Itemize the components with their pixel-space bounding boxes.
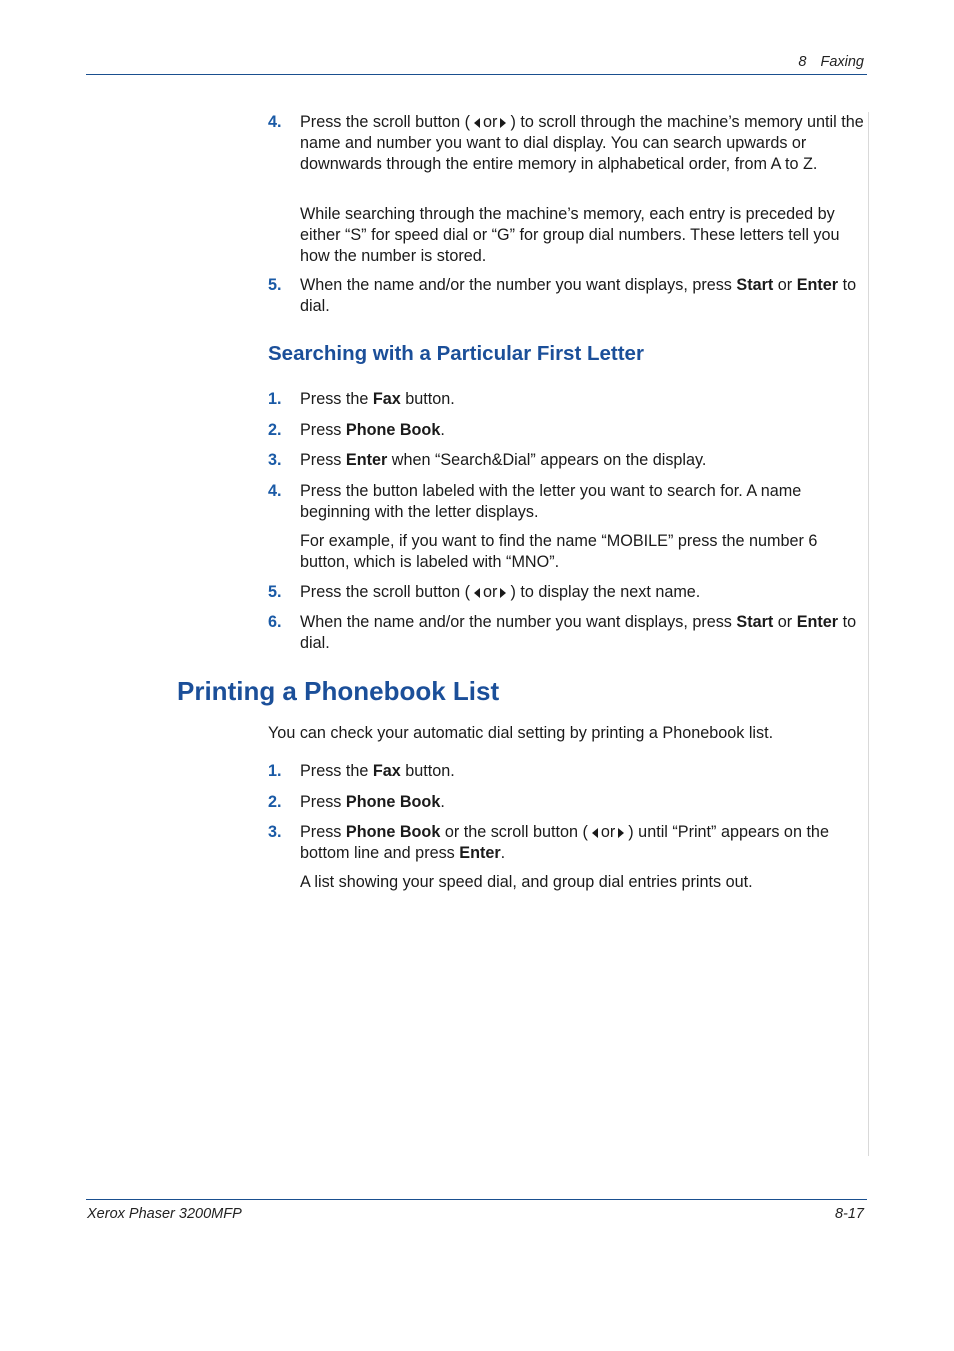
step-text: Press Enter when “Search&Dial” appears on the display. (300, 451, 707, 469)
step-number: 1. (268, 390, 282, 408)
header-rule (86, 74, 867, 75)
step-note: For example, if you want to find the name “MOBILE” press the number 6 button, which is labeled with “MNO”. (300, 532, 818, 571)
step-note: A list showing your speed dial, and group dial entries prints out. (300, 873, 753, 891)
step-number: 3. (268, 823, 282, 841)
step-item (268, 420, 868, 441)
step-item (268, 450, 868, 471)
intro-paragraph: You can check your automatic dial setting by printing a Phonebook list. (268, 724, 774, 742)
step-number: 2. (268, 421, 282, 439)
left-arrow-icon (592, 828, 598, 838)
chapter-number: 8 (798, 54, 807, 70)
step-number: 6. (268, 613, 282, 631)
footer-product: Xerox Phaser 3200MFP (87, 1206, 242, 1222)
margin-rule (868, 112, 869, 1156)
step-note: While searching through the machine’s memory, each entry is preceded by either “S” for speed dial or “G” for group dial numbers. These letters tell you how the number is stored. (300, 205, 840, 265)
step-item (268, 761, 868, 782)
step-number: 4. (268, 113, 282, 131)
footer-rule (86, 1199, 867, 1200)
right-arrow-icon (618, 828, 624, 838)
right-arrow-icon (500, 588, 506, 598)
step-number: 3. (268, 451, 282, 469)
step-text: Press Phone Book. (300, 793, 445, 811)
step-text: Press the Fax button. (300, 390, 455, 408)
step-text: When the name and/or the number you want displays, press Start or Enter to dial. (300, 276, 857, 315)
section-heading: Searching with a Particular First Letter (268, 342, 644, 365)
step-item (268, 275, 868, 317)
step-item (268, 112, 868, 175)
step-item (268, 792, 868, 813)
step-text: Press the button labeled with the letter you want to search for. A name beginning with the letter displays. (300, 482, 802, 521)
step-text: Press the scroll button ( or ) to scroll through the machine’s memory until the name and number you want to dial display. You can search upwards or downwards through the entire memory in alphabetical order, from A to Z. (300, 113, 864, 173)
left-arrow-icon (474, 118, 480, 128)
step-item (268, 481, 868, 523)
step-text: When the name and/or the number you want displays, press Start or Enter to dial. (300, 613, 857, 652)
step-text: Press the Fax button. (300, 762, 455, 780)
step-number: 1. (268, 762, 282, 780)
step-item (268, 822, 868, 864)
step-text: Press Phone Book or the scroll button ( or ) until “Print” appears on the bottom line and press Enter. (300, 823, 829, 862)
step-item (268, 389, 868, 410)
step-item (268, 612, 868, 654)
page-number: 8-17 (834, 1206, 864, 1222)
step-text: Press the scroll button ( or ) to display the next name. (300, 583, 701, 601)
right-arrow-icon (500, 118, 506, 128)
step-number: 4. (268, 482, 282, 500)
page-section-title: Printing a Phonebook List (177, 676, 500, 706)
step-number: 5. (268, 583, 282, 601)
chapter-title: Faxing (820, 54, 864, 70)
step-item (268, 582, 868, 603)
step-number: 2. (268, 793, 282, 811)
left-arrow-icon (474, 588, 480, 598)
step-text: Press Phone Book. (300, 421, 445, 439)
running-header (798, 52, 864, 73)
step-number: 5. (268, 276, 282, 294)
